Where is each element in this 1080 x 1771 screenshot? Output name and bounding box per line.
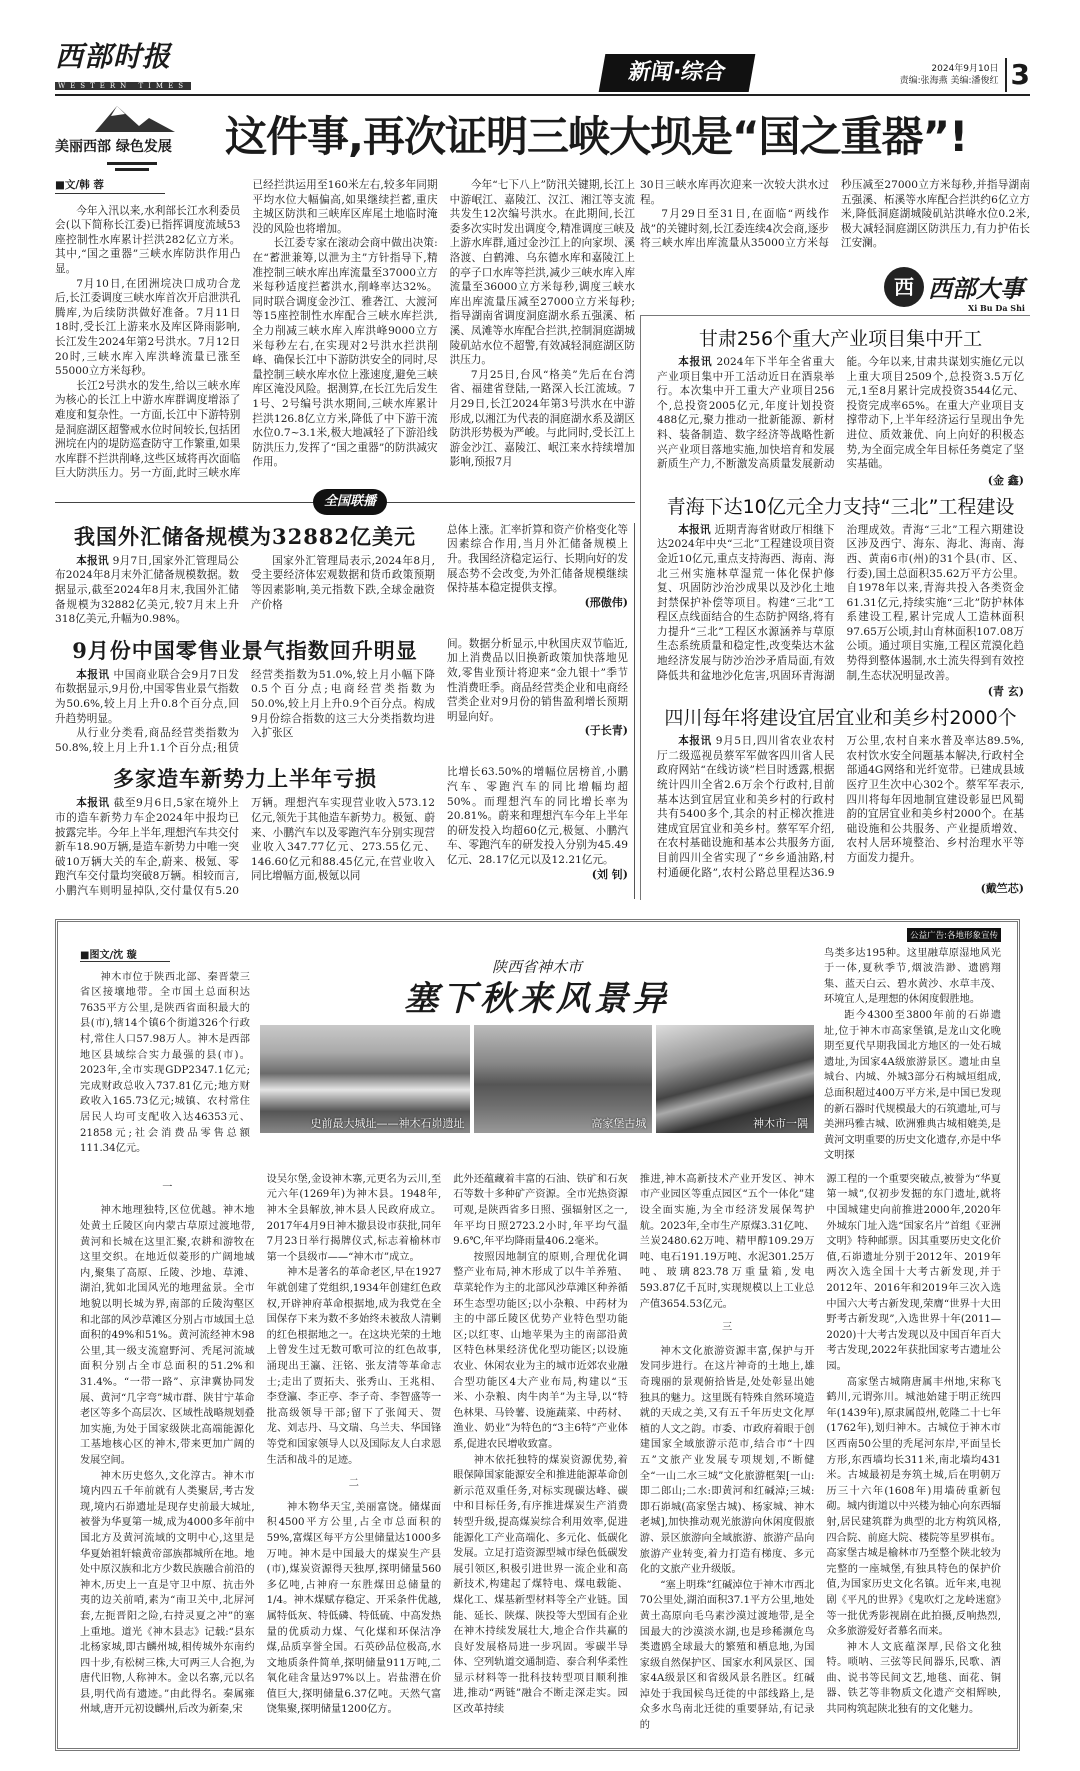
- photo-caption: 史前最大城址——神木石峁遗址: [310, 1116, 465, 1130]
- ad-top: [80, 946, 1001, 1164]
- paragraph: 推进,神木高新技术产业开发区、神木市产业园区等重点园区“五个一体化”建设全面实施,为全市经济发展保驾护航。2023年,全市生产原煤3.31亿吨、兰炭2480.62万吨、精甲醇109.29万吨、电石191.19万吨、水泥301.25万吨、玻璃823.78万重量箱,发电593.87亿千瓦时,实现规模以上工业总产值3654.53亿元。: [639, 1173, 815, 1310]
- byline: ■图文/沈 璇: [80, 946, 170, 962]
- photo-shenmu-city: [656, 1025, 814, 1133]
- lead-headline: 这件事,再次证明三峡大坝是“国之重器”!: [225, 111, 968, 161]
- paragraph: 源工程的一个重要突破点,被誉为“华夏第一城”,仅初步发掘的东门遗址,就将中国城建史向前推进2000年,2020年外城东门址入选“国家名片”首组《亚洲文明》特种邮票。因其重要历史文化价值,石峁遗址分别于2012年、2019年两次入选全国十大考古新发现,并于2012年、2016年和2019年三次入选中国六大考古新发现,荣膺“世界十大田野考古新发现”,入选世界十年(2011—2020)十大考古发现以及中国百年百大考古发现,2022年获批国家考古遗址公园。: [826, 1173, 1001, 1372]
- article-headline: 9月份中国零售业景气指数回升明显: [72, 637, 418, 663]
- author: (邢傲伟): [584, 595, 628, 609]
- ad-column-5: [826, 1172, 1001, 1734]
- dateline: 本报讯: [678, 523, 711, 536]
- paragraph: 2024年下半年全省重大产业项目集中开工活动近日在酒泉举行。本次集中开工重大产业项目256个,总投资2005亿元,年度计划投资488亿元,聚力推动一批新能源、新材料、装备制造、数字经济等战略性新兴产业项目落地实施,加快培育和发展新质生产力,不断激发高质量发展新动能。今年以来,甘肃共谋划实施亿元以上重大项目2509个,总投资3.5万亿元,1至8月累计完成投资3544亿元、投资完成率65%。在重大产业项目支撑带动下,上半年经济运行呈现出争先进位、质效兼优、向上向好的积极态势,为全面完成全年目标任务奠定了坚实基础。: [657, 355, 1024, 471]
- dateline: 本报讯: [76, 668, 110, 681]
- newspaper-logo: 西部时报: [55, 40, 172, 73]
- west-news-title: 西部大事: [928, 273, 1024, 303]
- paragraph: 近期青海省财政厅相继下达2024年中央“三北”工程建设项目资金近10亿元,重点支持海西、海南、海北三州实施林草湿荒一体化保护修复、巩固防沙治沙成果以及沙化土地封禁保护补偿等项目。构建“三北”工程区点线面结合的生态防护网络,将有力提升“三北”工程区水源涵养与草原生态系统质量和稳定性,改变柴达木盆地经济发展与防沙治沙矛盾局面,有效降低共和盆地沙化危害,巩固环青海湖治理成效。青海“三北”工程六期建设区涉及西宁、海东、海北、海南、海西、黄南6市(州)的31个县(市、区、行委),国土总面积35.62万平方公里。自1978年以来,青海共投入各类资金61.31亿元,持续实施“三北”防护林体系建设工程,累计完成人工造林面积97.65万公顷,封山育林面积107.08万公顷。通过项目实施,工程区荒漠化趋势得到整体遏制,水土流失得到有效控制,生态状况明显改善。: [657, 523, 1024, 682]
- paragraph: 7月10日,在团洲垸决口成功合龙后,长江委调度三峡水库首次开启泄洪孔腾库,为后续防洪做好准备。7月11日18时,受长江上游来水及库区降雨影响,长江发生2024年第2号洪水。7月12日20时,三峡水库入库洪峰流量已涨至55000立方米每秒。: [55, 277, 241, 378]
- dateline: 本报讯: [678, 355, 713, 368]
- paragraph: 截至9月6日,5家在境外上市的造车新势力车企2024年中报均已披露完毕。今年上半年,理想汽车共交付新车18.90万辆,是造车新势力中唯一突破10万辆大关的车企,蔚来、极氪、零跑汽车交付量均突破8万辆。相较而言,小鹏汽车则明显掉队,交付量仅有5.20万辆。理想汽车实现营业收入573.12亿元,领先于其他造车新势力。极氪、蔚来、小鹏汽车以及零跑汽车分别实现营业收入347.77亿元、273.55亿元、146.60亿元和88.45亿元,在营业收入同比增幅方面,极氪以同: [55, 797, 435, 897]
- photo-caption: 高家堡古城: [591, 1116, 647, 1130]
- paragraph: 间。数据分析显示,中秋国庆双节临近,加上消费品以旧换新政策加快落地见效,零售业预计将迎来“金九银十”季节性消费旺季。商品经营类企业和电商经营类企业对9月份的销售盈利增长预期明显向好。: [447, 637, 628, 723]
- ad-feature: [260, 946, 814, 1164]
- paragraph: 神木历史悠久,文化淳古。神木市境内四五千年前就有人类聚居,考古发现,境内石峁遗址是现存史前最大城址,被誉为华夏第一城,成为4000多年前中国北方及黄河流域的文明中心,这里是华夏始祖轩辕黄帝部族都城所在地。地处中原汉族和北方少数民族融合前沿的神木,历史上一直是守卫中原、抗击外夷的边关前哨,素为“南卫关中,北屏河套,左扼晋阳之险,右持灵夏之冲”的塞上重地。道光《神木县志》记载:“县东北杨家城,即古麟州城,相传城外东南约四十步,有松树三株,大可两三人合抱,为唐代旧物,人称神木。金以名寨,元以名县,明代尚有遗迹。”由此得名。秦属雍州域,唐开元初设麟州,后改为新秦,宋: [80, 1470, 255, 1716]
- paragraph: 神木人文底蕴深厚,民俗文化独特。唢呐、三弦等民间器乐,民歌、酒曲、说书等民间文艺,地毯、面花、铜器、铁艺等非物质文化遗产交相辉映,共同构筑起陕北独有的文化魅力。: [826, 1641, 1001, 1716]
- national-news: [55, 523, 635, 899]
- author: (戴竺芯): [980, 882, 1024, 896]
- west-news-logo-row: [640, 263, 1030, 315]
- section-numeral: 一: [162, 1181, 173, 1193]
- left-area: [55, 178, 635, 909]
- column-brand-label: 美丽西部 绿色发展: [55, 136, 172, 156]
- west-news-title-en: Xi Bu Da Shi: [968, 302, 1025, 313]
- paragraph: 神木地理独特,区位优越。神木地处黄土丘陵区向内蒙古草原过渡地带,黄河和长城在这里汇聚,农耕和游牧在这里交织。在地近似菱形的广阔地域内,聚集了高原、丘陵、沙地、草滩、湖泊,犹如北国风光的地理盆景。全市地貌以明长城为界,南部的丘陵沟壑区和北部的风沙草滩区分别占市域国土总面积的49%和51%。黄河流经神木98公里,其一级支流窟野河、秃尾河流域面积分别占全市总面积的51.2%和31.4%。“一带一路”、京津冀协同发展、黄河“几字弯”城市群、陕甘宁革命老区等多个高层次、区域性战略规划叠加实施,为处于国家级陕北高端能源化工基地核心区的神木,带来更加广阔的发展空间。: [80, 1205, 255, 1466]
- paragraph: 中国商业联合会9月7日发布数据显示,9月份,中国零售业景气指数为50.6%,较上月上升0.8个百分点,回升趋势明显。: [55, 668, 240, 725]
- author: (金 鑫): [987, 473, 1024, 487]
- issue-info: [900, 63, 999, 87]
- photo-shimao-ruins: [260, 1025, 470, 1133]
- ad-section: [55, 919, 1020, 1751]
- paragraph: 神木依托独特的煤炭资源优势,着眼保障国家能源安全和推进能源革命创新示范双重任务,对标实现碳达峰、碳中和目标任务,有序推进煤炭生产消费转型升级,提高煤炭综合利用效率,促进能源化工产业高端化、多元化、低碳化发展。立足打造资源型城市绿色低碳发展引领区,积极引进世界一流企业和高新技术,构建起了煤特电、煤电载能、煤化工、煤基新型材料等全产业链。国能、延长、陕煤、陕投等大型国有企业在神木持续发展壮大,地企合作共赢的良好发展格局进一步巩固。零碳半导体、空列轨道交通制造、泰合利华柔性显示材料等一批科技转型项目顺利推进,推动“两链”融合不断走深走实。园区改革持续: [453, 1454, 628, 1716]
- article-body: [657, 523, 1024, 684]
- editors: 责编:张海燕 美编:潘俊红: [899, 76, 999, 86]
- paragraph: 总体上涨。汇率折算和资产价格变化等因素综合作用,当月外汇储备规模上升。我国经济稳定运行、长期向好的发展态势不会改变,为外汇储备规模继续保持基本稳定提供支撑。: [447, 523, 628, 595]
- paragraph: 神木是著名的革命老区,早在1927年就创建了党组织,1934年创建红色政权,开辟神府革命根据地,成为我党在全国保存下来为数不多始终未被敌人清剿的红色根据地之一。在这块光荣的土地上曾发生过无数可歌可泣的红色故事,涌现出王瀛、汪铭、张友清等革命志士;走出了贾拓夫、张秀山、王兆相、李登瀛、李正亭、李子奇、李智盛等一批高级领导干部;留下了张闻天、贺龙、刘志丹、马文瑞、乌兰夫、华国锋等党和国家领导人以及国际友人白求恩生活和战斗的足迹。: [266, 1267, 442, 1466]
- news-article: [55, 765, 628, 898]
- ad-label: 公益广告:各地形象宣传: [907, 928, 1001, 942]
- lead-story-continued: [640, 178, 1030, 251]
- ad-label-row: [80, 928, 1001, 942]
- lead-story-body: [55, 178, 635, 481]
- issue-date: 2024年9月10日: [931, 64, 999, 74]
- ad-column-4: [640, 1172, 815, 1734]
- ad-column-2: [267, 1172, 442, 1734]
- article-headline: 四川每年将建设宜居宜业和美乡村2000个: [664, 707, 1017, 730]
- paragraph: 鸟类多达195种。这里融草原湿地风光于一体,夏秋季节,烟波浩渺、遗鸥翔集、蓝天白云、碧水黄沙、水草丰茂、环境宜人,是理想的休闲度假胜地。: [824, 947, 1001, 1006]
- section-banner: 新闻·综合: [599, 54, 756, 92]
- paragraph: 比增长63.50%的增幅位居榜首,小鹏汽车、零跑汽车的同比增幅均超50%。而理想汽车的同比增长率为20.81%。蔚来和理想汽车今年上半年的研发投入均超60亿元,极氪、小鹏汽车、零跑汽车的研发投入分别为45.49亿元、28.17亿元以及12.21亿元。: [447, 766, 628, 866]
- paragraph: 从行业分类看,商品经营类指数为50.8%,较上月上升1.1个百分点;租赁经营类指数为51.0%,较上月小幅下降0.5个百分点;电商经营类指数为50.0%,较上月上升0.9个百分点。构成9月份综合指数的这三大分类指数均进入扩张区: [55, 668, 435, 754]
- photo-strip: [260, 1025, 814, 1133]
- paragraph: 距今4300至3800年前的石峁遗址,位于神木市高家堡镇,是龙山文化晚期至夏代早期我国北方地区的一处石城遗址,为国家4A级旅游景区。遗址由皇城台、内城、外城3部分石构城垣组成,总面积超过400万平方米,是中国已发现的新石器时代规模最大的石筑遗址,可与美洲玛雅古城、欧洲雅典古城相媲美,是黄河文明重要的历史文化遗存,亦是中华文明探: [824, 1009, 1001, 1162]
- article-body: [55, 796, 435, 898]
- author: (青 玄): [987, 685, 1024, 699]
- section-divider: [55, 489, 635, 517]
- paragraph: 国家外汇管理局表示,2024年8月,受主要经济体宏观数据和货币政策预期等因素影响,美元指数下跌,全球金融资产价格: [251, 554, 435, 611]
- newspaper-logo-english: WESTERN TIMES: [55, 82, 191, 90]
- paragraph: 9月5日,四川省农业农村厅二级巡视员蔡军军做客四川省人民政府网站“在线访谈”栏目时透露,根据统计四川全省2.6万余个行政村,目前基本达到宜居宜业和美乡村的行政村共有5400多个,其余的村正梯次推进建成宜居宜业和美乡村。蔡军军介绍,在农村基础设施和基本公共服务方面,目前四川全省实现了“乡乡通油路,村村通硬化路”,农村公路总里程达36.9万公里,农村自来水普及率达89.5%,农村饮水安全问题基本解决,行政村全部通4G网络和光纤宽带。已建成县域医疗卫生次中心302个。蔡军军表示,四川将每年因地制宜建设彰显巴风蜀韵的宜居宜业和美乡村2000个。在基础设施和公共服务、产业提质增效、农村人居环境整治、乡村治理水平等方面发力提升。: [657, 735, 1024, 879]
- paragraph: 今年“七下八上”防汛关键期,长江上中游岷江、嘉陵江、汉江、湘江等支流共发生12次编号洪水。在此期间,长江委多次实时发出调度令,精准调度三峡及上游水库群,通过金沙江上的向家坝、溪洛渡、白鹤滩、乌东德水库和嘉陵江上的亭子口水库等拦洪,减少三峡水库入库流量至36000立方米每秒,调度三峡水库出库流量压减至27000立方米每秒;指导湖南省调度洞庭湖水系五强溪、柘溪、凤滩等水库配合拦洪,控制洞庭湖城陵矶站水位不超警,有效减轻洞庭湖区防洪压力。: [449, 179, 635, 367]
- paragraph: 神木物华天宝,美丽富饶。储煤面积4500平方公里,占全市总面积的59%,富煤区每平方公里储量达1000多万吨。神木是中国最大的煤炭生产县(市),煤炭资源得天独厚,探明储量560多亿吨,占神府一东胜煤田总储量的1/4。神木煤赋存稳定、开采条件优越,属特低灰、特低磷、特低硫、中高发热量的优质动力煤、气化煤和环保洁净煤,品质享誉全国。石英砂品位极高,水文地质条件简单,探明储量911万吨,二氧化硅含量达97%以上。岩盐潜在价值巨大,探明储量6.37亿吨。天然气富饶集聚,探明储量1200亿方。: [266, 1501, 442, 1716]
- paragraph: 高家堡古城隋唐属丰州地,宋称飞鹤川,元谓弥川。城池始建于明正统四年(1439年),原隶属葭州,乾隆二十七年(1762年),划归神木。古城位于神木市区西南50公里的秃尾河东岸,平面呈长方形,东西墙均长311米,南北墙均431米。古城最初是夯筑土城,后在明朝万历三十六年(1608年)用墙砖重新包砌。城内街道以中兴楼为轴心向东西辐射,居民建筑群为典型的北方构筑风格,四合院、前庭大院、楼院等星罗棋布。高家堡古城是榆林市乃至整个陕北较为完整的一座城堡,有独具特色的保护价值,为国家历史文化名镇。近年来,电视剧《平凡的世界》《鬼吹灯之龙岭迷窟》等一批优秀影视剧在此拍摄,反响热烈,众多旅游爱好者慕名而来。: [826, 1376, 1001, 1638]
- ad-column-1: [80, 1172, 255, 1734]
- right-area: [640, 178, 1030, 909]
- article-main: [55, 765, 435, 898]
- article-main: [55, 523, 435, 627]
- article-body: [55, 554, 435, 627]
- logo-group: [55, 41, 215, 92]
- article-main: [55, 637, 435, 756]
- ad-bottom-columns: [80, 1172, 1001, 1734]
- article-body: [657, 355, 1024, 472]
- headline-row: [55, 102, 1030, 172]
- national-broadcast-badge: 全国联播: [313, 489, 387, 515]
- paragraph: 长江2号洪水的发生,给以三峡水库为核心的长江上中游水库群调度增添了难度和复杂性。一方面,长江中下游特别是洞庭湖区超警戒水位时间较长,包括团洲垸在内的堤防巡查防守工作繁重,如果水库群不拦洪削峰,这些区域将再次面临巨大防洪压力。另一方面,此时三峡水库已经拦洪运用至160米左右,较多年同期平均水位大幅偏高,如果继续拦蓄,重庆主城区防洪和三峡库区库尾土地临时淹没的风险也将增加。: [55, 179, 438, 480]
- article-headline: 甘肃256个重大产业项目集中开工: [698, 327, 983, 350]
- article-headline: 我国外汇储备规模为32882亿美元: [73, 523, 417, 549]
- paragraph: 按照因地制宜的原则,合理优化调整产业布局,神木形成了以牛羊养殖、草菜轮作为主的北部风沙草滩区种养循环生态型功能区;以小杂粮、中药材为主的中部丘陵区优势产业特色型功能区;以红枣、山地苹果为主的南部沿黄区特色林果经济优化型功能区;以设施农业、休闲农业为主的城市近郊农业融合型功能区4大产业布局,构建以“玉米、小杂粮、肉牛肉羊”为主导,以“特色林果、马铃薯、设施蔬菜、中药材、渔业、奶业”为特色的“3主6特”产业体系,促进农民增收致富。: [453, 1251, 628, 1450]
- paragraph: 9月7日,国家外汇管理局公布2024年8月末外汇储备规模数据。数据显示,截至2024年8月末,我国外汇储备规模为32882亿美元,较7月末上升318亿美元,升幅为0.98%。: [55, 554, 239, 626]
- byline: ■文/韩 蓉: [55, 178, 165, 194]
- dateline: 本报讯: [678, 735, 712, 748]
- paragraph: “塞上明珠”红碱淖位于神木市西北70公里处,湖泊面积37.1平方公里,地处黄土高原向毛乌素沙漠过渡地带,是全国最大的沙漠淡水湖,也是珍稀濒危鸟类遗鸥全球最大的繁殖和栖息地,为国家级自然保护区、国家水利风景区、国家4A级景区和省级风景名胜区。红碱淖处于我国候鸟迁徙的中部线路上,是众多水鸟南北迁徙的重要驿站,有记录的: [639, 1579, 815, 1732]
- section-numeral: 二: [348, 1478, 359, 1490]
- globe-icon: 西: [884, 267, 924, 307]
- main-news-area: [55, 178, 1030, 909]
- west-news-logo: [880, 263, 1030, 315]
- paragraph: 神木市位于陕西北部、秦晋蒙三省区接壤地带。全市国土总面积达7635平方公里,是陕西省面积最大的县(市),辖14个镇6个街道326个行政村,常住人口57.98万人。神木是西部地区县域综合实力最强的县(市)。2023年,全市实现GDP2347.1亿元;完成财政总收入737.81亿元;地方财政收入165.73亿元;城镇、农村常住居民人均可支配收入达46353元、21858元;社会消费品零售总额111.34亿元。: [80, 971, 250, 1155]
- article-headline: 青海下达10亿元全力支持“三北”工程建设: [666, 495, 1015, 518]
- paragraph: 30日三峡水库再次迎来一次较大洪水过程。: [640, 179, 829, 206]
- ad-intro-column: [80, 946, 250, 1164]
- dateline: 本报讯: [76, 554, 109, 567]
- photo-gaojiabao-town: [474, 1025, 652, 1133]
- article-body-continued: [447, 765, 628, 898]
- paragraph: 长江委专家在滚动会商中做出决策:在“蓄泄兼筹,以泄为主”方针指导下,精准控制三峡水库出库流量至37000立方米每秒适度拦蓄洪水,削峰率达32%。同时联合调度金沙江、雅砻江、大渡河等15座控制性水库配合三峡水库拦洪,全力削减三峡水库入库洪峰9000立方米每秒左右,在实现对2号洪水拦洪削峰、确保长江中下游防洪安全的同时,尽量控制三峡水库水位上涨速度,避免三峡库区淹没风险。据测算,在长江先后发生1号、2号编号洪水期间,三峡水库累计拦洪126.8亿立方米,降低了中下游干流水位0.7~3.1米,极大地减轻了下游沿线防洪压力,发挥了“国之重器”的防洪减灾作用。: [252, 237, 438, 469]
- article-body-continued: [447, 637, 628, 756]
- article-headline: 多家造车新势力上半年亏损: [113, 766, 377, 792]
- paragraph: 7月25日,台风“格美”先后在台湾省、福建省登陆,一路深入长江流域。7月29日,长江2024年第3号洪水在中游形成,以湘江为代表的洞庭湖水系及湖区防洪形势极为严峻。与此同时,受长江上游金沙江、嘉陵江、岷江来水持续增加影响,预报7月: [449, 368, 635, 469]
- masthead: [55, 40, 1030, 96]
- author: (刘 钊): [591, 867, 628, 881]
- ad-column-right-top: [824, 946, 1001, 1164]
- west-news-box: [640, 315, 1030, 900]
- author: (于长青): [584, 724, 628, 738]
- page-number: 3: [1005, 58, 1030, 92]
- column-brand: [55, 102, 215, 172]
- paragraph: 7月29日至31日,在面临“两线作战”的关键时刻,长江委连续4次会商,逐步将三峡水库出库流量从35000立方米每秒压减至27000立方米每秒,并指导湖南五强溪、柘溪等水库配合拦洪约6亿立方米,降低洞庭湖城陵矶站洪峰水位0.2米,极大减轻洞庭湖区防洪压力,有力护佑长江安澜。: [640, 179, 1030, 250]
- article-body: [657, 734, 1024, 880]
- news-article: [55, 637, 628, 756]
- ad-column-3: [453, 1172, 628, 1734]
- paragraph: 今年入汛以来,水利部长江水利委员会(以下简称长江委)已指挥调度流域53座控制性水库累计拦洪282亿立方米。其中,“国之重器”三峡水库防洪作用凸显。: [55, 204, 241, 275]
- photo-caption: 神木市一隅: [753, 1116, 808, 1130]
- news-article: [55, 523, 628, 627]
- article-body: [55, 668, 435, 756]
- article-body-continued: [447, 523, 628, 627]
- dateline: 本报讯: [76, 797, 110, 810]
- ad-intro: [80, 970, 250, 1157]
- ad-kicker: 陕西省神木市: [491, 957, 582, 976]
- ad-title: 塞下秋来风景异: [404, 978, 670, 1019]
- paragraph: 此外还蕴藏着丰富的石油、铁矿和石灰石等数十多种矿产资源。全市光热资源可观,是陕西省多日照、强辐射区之一,年平均日照2723.2小时,年平均气温9.6℃,年平均降雨量406.2毫米。: [453, 1173, 628, 1248]
- issue-info-group: [900, 58, 1030, 92]
- paragraph: 神木文化旅游资源丰富,保护与开发同步进行。在这片神奇的土地上,雄奇瑰丽的景观俯拾皆是,处处彰显出她独具的魅力。这里既有特殊自然环境造就的天成之美,又有五千年历史文化厚植的人文之韵。市委、市政府着眼于创建国家全域旅游示范市,结合市“十四五”文旅产业发展专项规划,不断健全“一山二水三城”文化旅游框架[一山:即二郎山;二水:即黄河和红碱淖;三城:即石峁城(高家堡古城)、杨家城、神木老城],加快推动观光旅游向休闲度假旅游、景区旅游向全域旅游、旅游产品向旅游产业转变,着力打造有梯度、多元化的文旅产业升级版。: [639, 1345, 815, 1576]
- section-numeral: 三: [722, 1322, 733, 1334]
- paragraph: 设吴尔堡,金设神木寨,元更名为云川,至元六年(1269年)为神木县。1948年,神木全县解放,神木县人民政府成立。2017年4月9日神木撤县设市获批,同年7月23日举行揭牌仪式,标志着榆林市第一个县级市——“神木市”成立。: [266, 1173, 442, 1263]
